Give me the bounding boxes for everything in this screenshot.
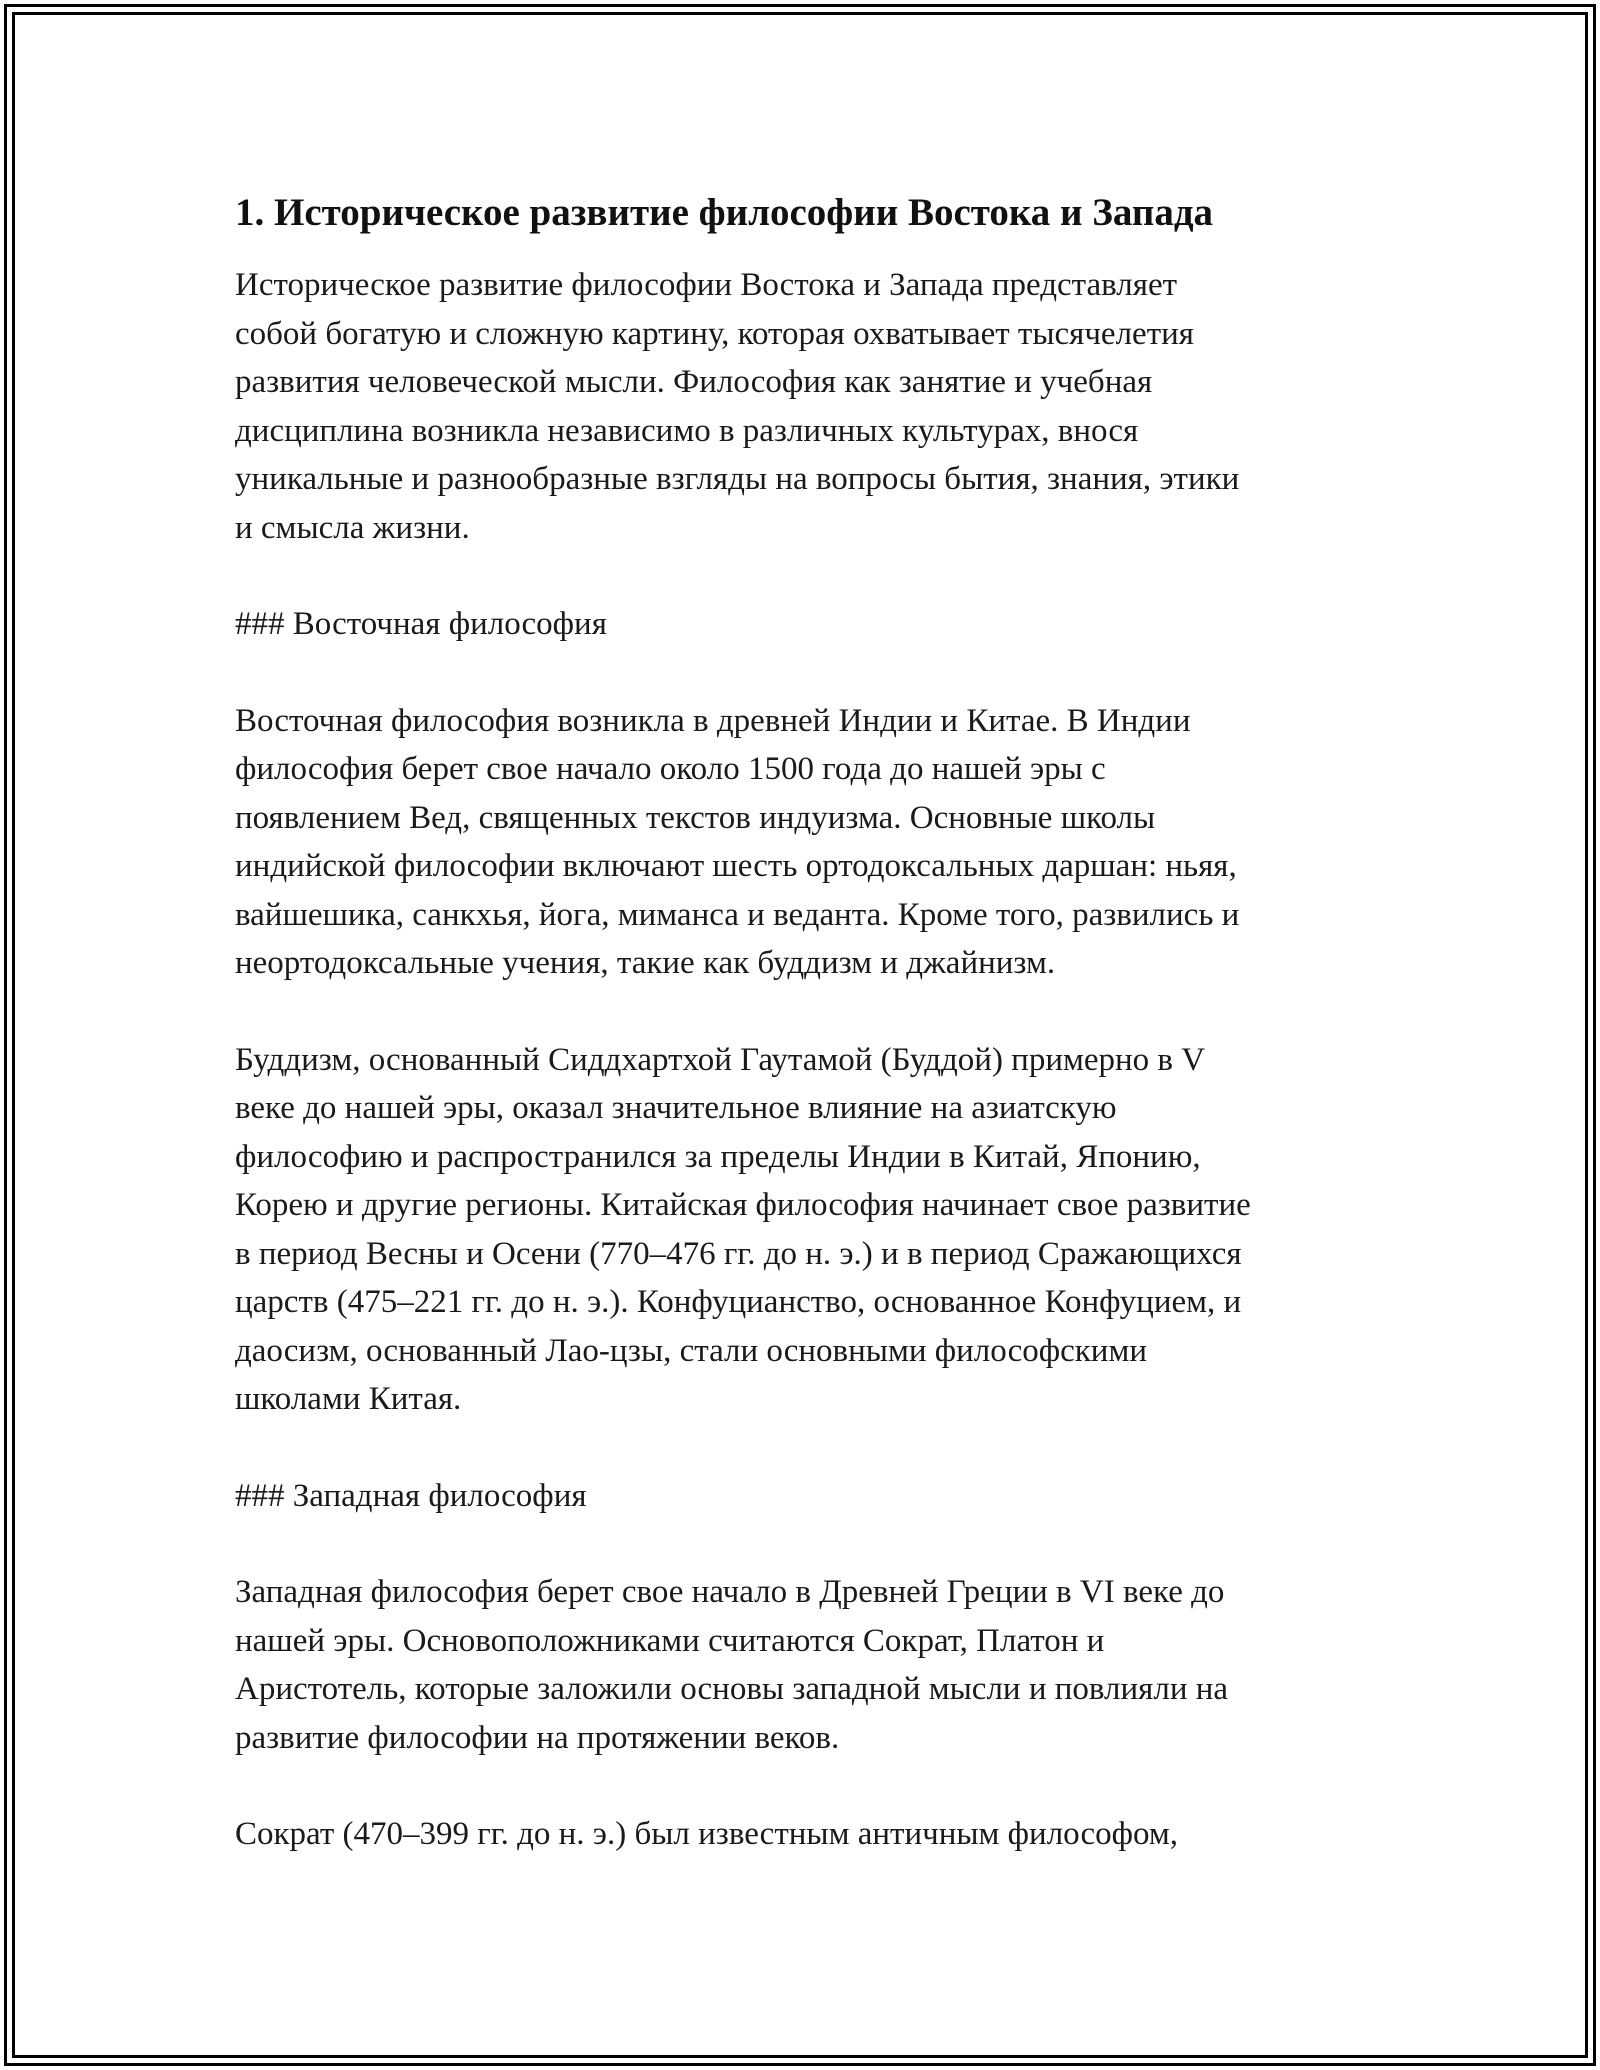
eastern-section-heading: ### Восточная философия (235, 606, 607, 642)
text-line: Историческое развитие философии Востока и Запада представляет (235, 267, 1178, 303)
text-line: в период Весны и Осени (770–476 гг. до н. э.) и в период Сражающихся (235, 1235, 1242, 1272)
text-line: философию и распространился за пределы Индии в Китай, Японию, (235, 1138, 1201, 1175)
text-line: индийской философии включают шесть ортодоксальных даршан: ньяя, (235, 848, 1237, 884)
document-page (235, 185, 1385, 1907)
text-line: Сократ (470–399 гг. до н. э.) был известным античным философом, (235, 1816, 1179, 1852)
western-paragraph-1 (235, 1568, 1385, 1762)
text-line: философия берет свое начало около 1500 года до нашей эры с (235, 751, 1106, 787)
text-line: уникальные и разнообразные взгляды на вопросы бытия, знания, этики (235, 461, 1240, 497)
text-line: веке до нашей эры, оказал значительное влияние на азиатскую (235, 1090, 1117, 1126)
text-line: вайшешика, санкхья, йога, миманса и веданта. Кроме того, развились и (235, 896, 1240, 933)
text-line: дисциплина возникла независимо в различных культурах, внося (235, 412, 1139, 449)
text-line: появлением Вед, священных текстов индуизма. Основные школы (235, 799, 1156, 836)
text-line: Аристотель, которые заложили основы западной мысли и повлияли на (235, 1671, 1229, 1707)
text-line: и смысла жизни. (235, 509, 470, 546)
text-line: нашей эры. Основоположниками считаются Сократ, Платон и (235, 1622, 1105, 1659)
text-line: собой богатую и сложную картину, которая охватывает тысячелетия (235, 315, 1194, 352)
text-line: развития человеческой мысли. Философия как занятие и учебная (235, 364, 1153, 400)
text-line: школами Китая. (235, 1381, 462, 1417)
text-line: Западная философия берет свое начало в Древней Греции в VI веке до (235, 1574, 1225, 1610)
eastern-paragraph-1 (235, 697, 1385, 988)
text-line: неортодоксальные учения, такие как буддизм и джайнизм. (235, 945, 1056, 981)
eastern-paragraph-2 (235, 1036, 1385, 1424)
text-line: развитие философии на протяжении веков. (235, 1719, 840, 1756)
intro-paragraph (235, 261, 1385, 552)
text-line: Восточная философия возникла в древней Индии и Китае. В Индии (235, 702, 1191, 739)
text-line: даосизм, основанный Лао-цзы, стали основными философскими (235, 1332, 1147, 1369)
western-section-heading: ### Западная философия (235, 1477, 587, 1514)
text-line: царств (475–221 гг. до н. э.). Конфуцианство, основанное Конфуцием, и (235, 1284, 1242, 1320)
document-title: 1. Историческое развитие философии Востока и Запада (235, 191, 1214, 234)
text-line: Корею и другие регионы. Китайская философия начинает свое развитие (235, 1187, 1251, 1223)
western-paragraph-2 (235, 1810, 1385, 1859)
text-line: Буддизм, основанный Сиддхартхой Гаутамой (Буддой) примерно в V (235, 1041, 1206, 1078)
